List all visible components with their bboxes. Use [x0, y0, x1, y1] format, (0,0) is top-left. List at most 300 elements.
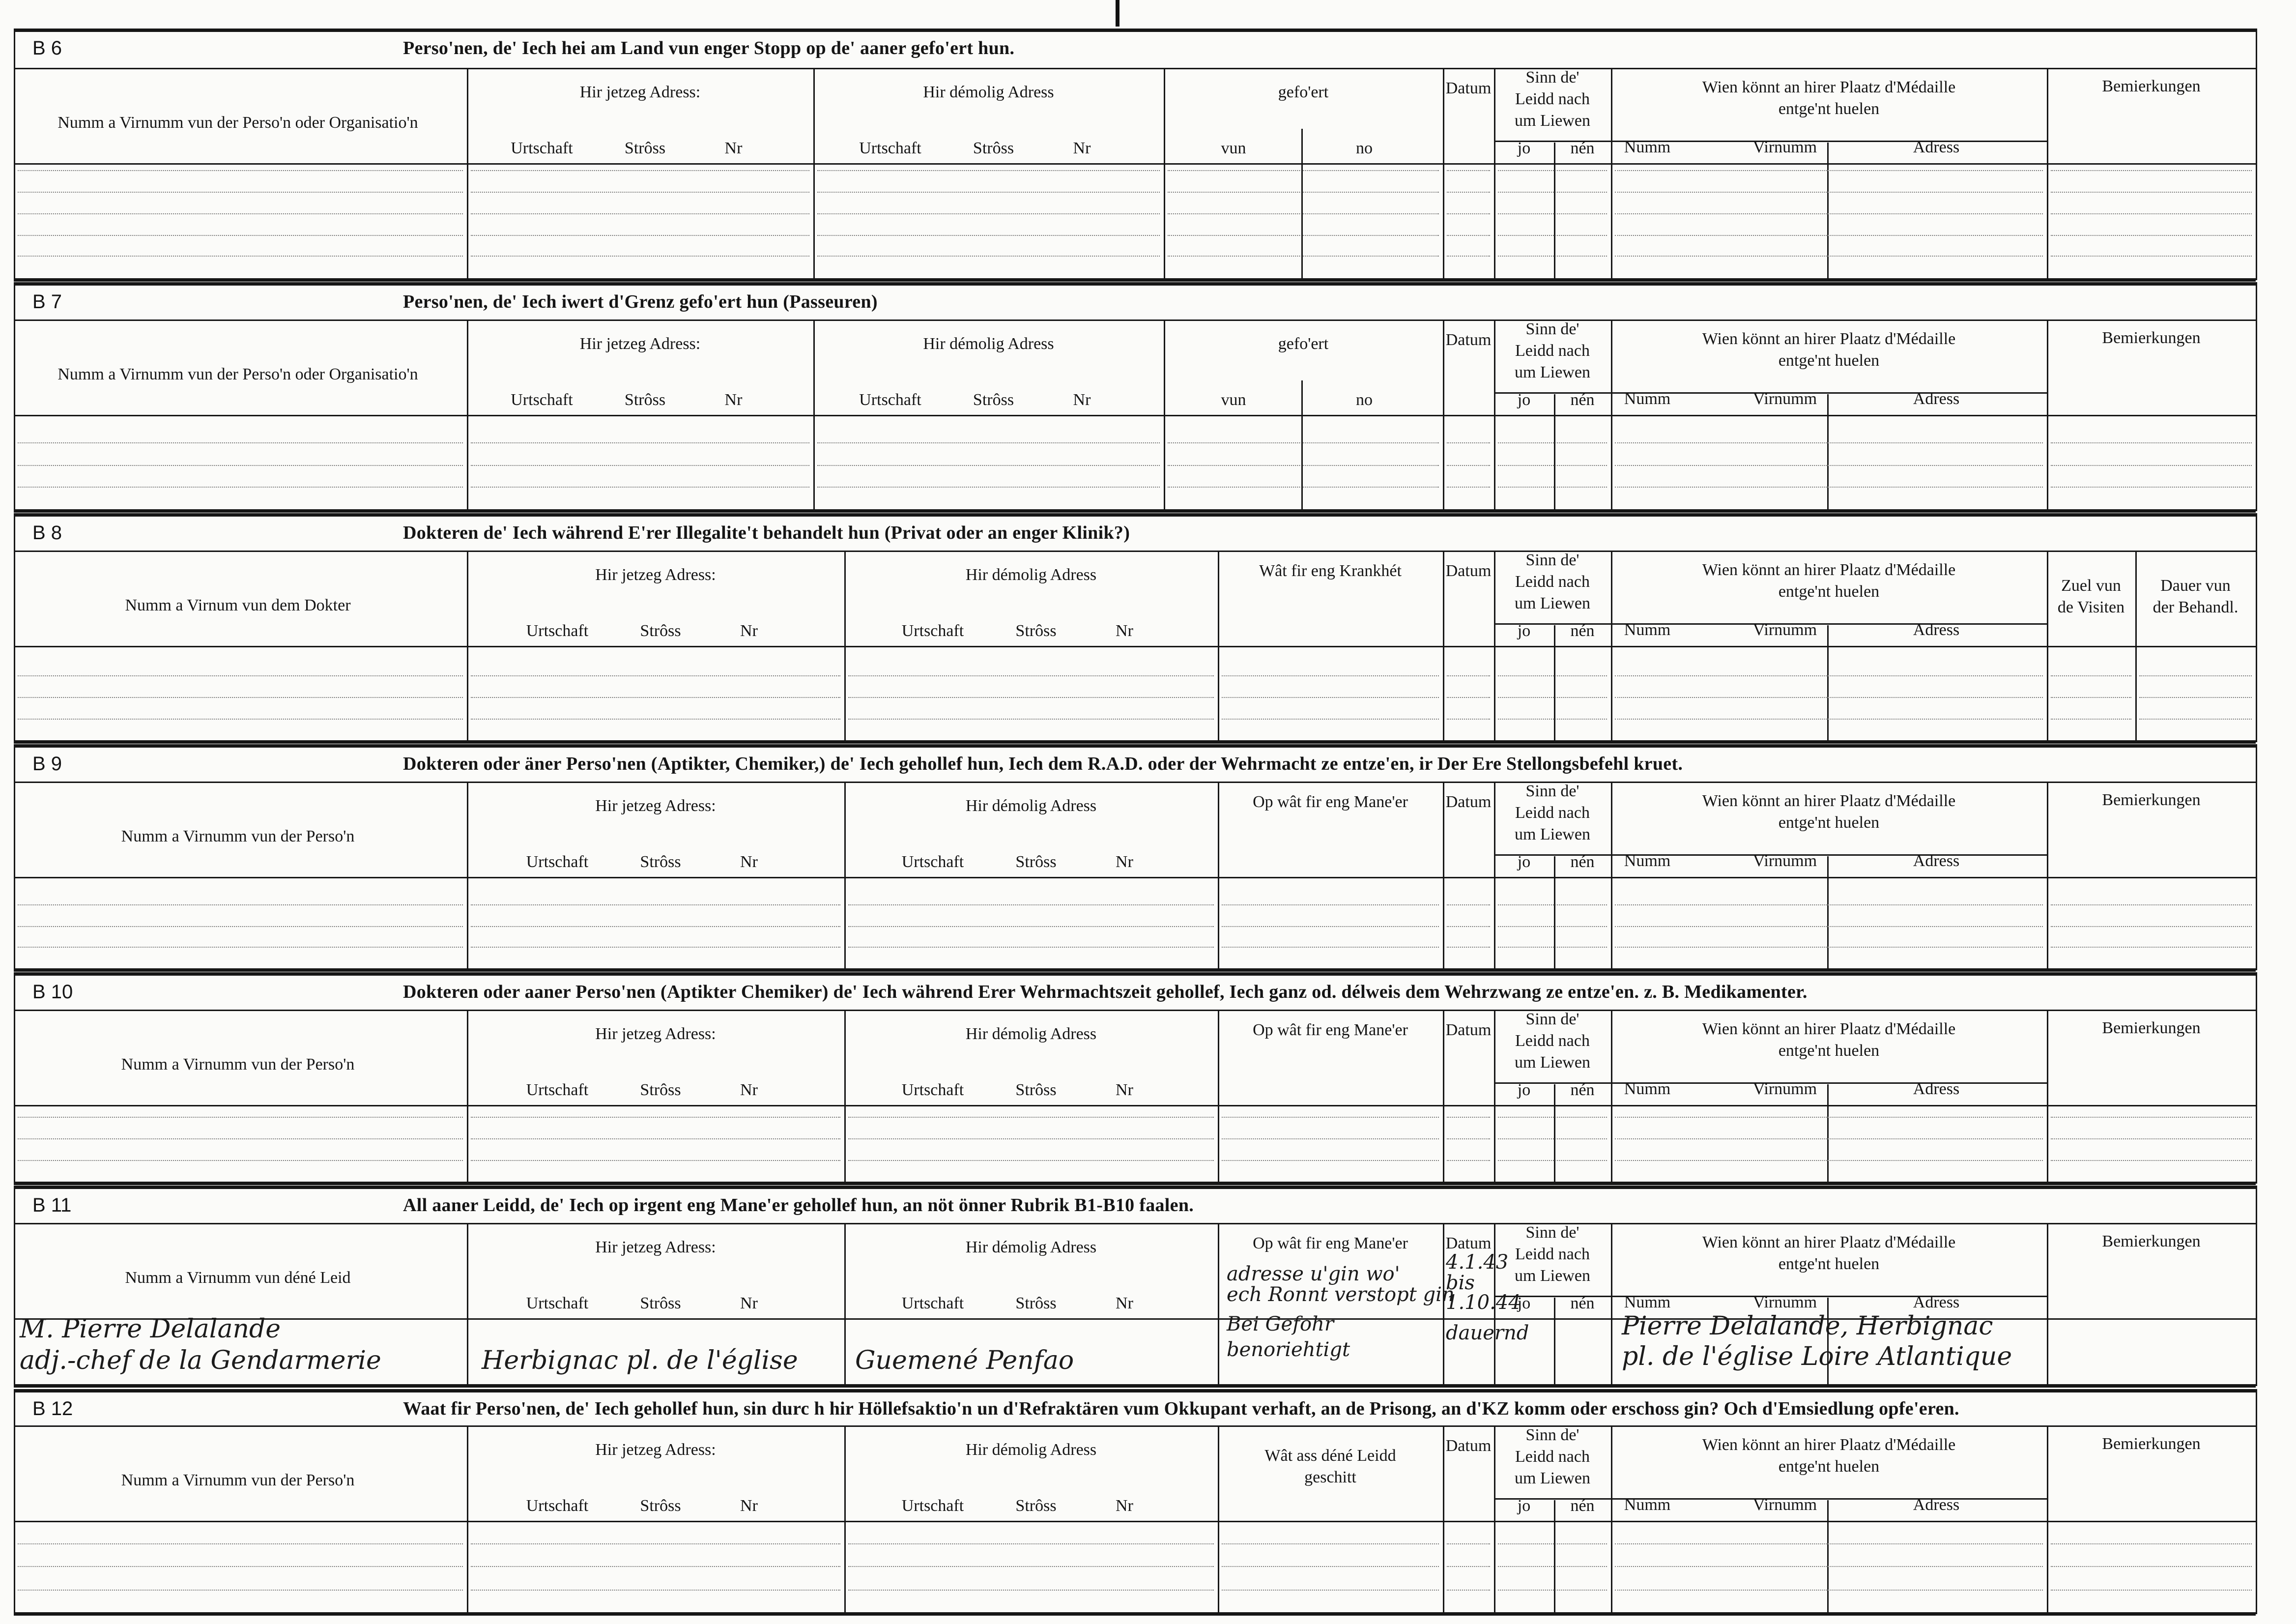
street-subheader: Strôss — [640, 1081, 681, 1099]
dotted-writing-line — [471, 697, 840, 698]
medaille-subheader-rule — [1611, 854, 2047, 856]
handwritten-current-address: Herbignac pl. de l'église — [482, 1346, 798, 1375]
dotted-writing-line — [1222, 697, 1439, 698]
top-margin-mark — [1116, 0, 1119, 27]
column-divider — [1494, 68, 1495, 278]
column-divider — [1443, 782, 1444, 968]
current-address-header: Hir jetzeg Adress: — [579, 83, 701, 101]
alive-header-line3: um Liewen — [1515, 594, 1590, 612]
column-divider — [1611, 1223, 1612, 1384]
first-name-subheader: Virnumm — [1752, 1293, 1817, 1311]
dotted-writing-line — [2051, 1160, 2252, 1161]
medaille-subheader-rule — [1611, 1082, 2047, 1084]
manner-header: Op wât fir eng Mane'er — [1253, 1021, 1408, 1039]
dotted-writing-line — [1498, 904, 1607, 905]
column-divider — [2047, 319, 2048, 509]
current-address-header: Hir jetzeg Adress: — [595, 1025, 716, 1043]
column-divider — [1443, 1010, 1444, 1182]
address-subheader: Adress — [1913, 852, 1960, 870]
section-code: B 10 — [32, 981, 73, 1003]
left-border — [14, 744, 15, 970]
dotted-writing-line — [18, 170, 463, 171]
dotted-writing-line — [18, 1566, 463, 1567]
medaille-subheader-rule — [1611, 623, 2047, 625]
to-subheader: no — [1356, 139, 1373, 157]
remarks-header: Bemierkungen — [2102, 791, 2201, 809]
former-address-header: Hir démolig Adress — [965, 1238, 1097, 1256]
date-header: Datum — [1445, 1437, 1492, 1455]
dotted-writing-line — [1168, 213, 1439, 214]
date-header: Datum — [1445, 79, 1492, 97]
dotted-writing-line — [817, 465, 1160, 466]
former-address-header: Hir démolig Adress — [965, 566, 1097, 584]
address-subheader: Adress — [1913, 390, 1960, 408]
person-name-column-header: Numm a Virnumm vun der Perso'n oder Organisatio'n — [57, 114, 418, 132]
dotted-writing-line — [471, 1138, 840, 1139]
dotted-writing-line — [2139, 675, 2252, 676]
treatment-duration-header-line2: der Behandl. — [2152, 598, 2239, 616]
right-border — [2256, 513, 2257, 742]
dotted-writing-line — [1498, 1543, 1607, 1544]
dotted-writing-line — [1447, 947, 1490, 948]
dotted-writing-line — [817, 487, 1160, 488]
dotted-writing-line — [1615, 192, 2043, 193]
section-3-bottom-rule — [14, 740, 2256, 744]
dotted-writing-line — [471, 192, 809, 193]
dotted-writing-line — [1447, 1117, 1490, 1118]
remarks-header: Bemierkungen — [2102, 1019, 2201, 1037]
current-address-header: Hir jetzeg Adress: — [595, 1238, 716, 1256]
dotted-writing-line — [1168, 192, 1439, 193]
dotted-writing-line — [2051, 947, 2252, 948]
column-divider — [844, 1010, 846, 1182]
dotted-writing-line — [1615, 1543, 2043, 1544]
dotted-writing-line — [1615, 256, 2043, 257]
dotted-writing-line — [18, 442, 463, 443]
dotted-writing-line — [18, 1117, 463, 1118]
handwritten-manner-note-line1: adresse u'gin wo' — [1227, 1263, 1400, 1285]
date-header: Datum — [1445, 793, 1492, 811]
left-border — [14, 282, 15, 511]
dotted-writing-line — [1168, 235, 1439, 236]
dotted-writing-line — [2051, 1566, 2252, 1567]
dotted-writing-line — [18, 675, 463, 676]
dotted-writing-line — [1498, 1160, 1607, 1161]
column-divider — [1218, 1223, 1219, 1384]
dotted-writing-line — [1447, 697, 1490, 698]
section-title: Dokteren oder aaner Perso'nen (Aptikter Chemiker) de' Iech während Erer Wehrmachtszeit gehollef, Iech ganz od. délweis dem Wehrzwang ze entze'en. z. B. Medikamenter. — [403, 982, 1808, 1002]
dotted-writing-line — [1498, 170, 1607, 171]
section-3-top-rule — [14, 513, 2256, 517]
surname-subheader: Numm — [1624, 138, 1671, 156]
former-address-header: Hir démolig Adress — [965, 797, 1097, 815]
number-subheader: Nr — [724, 139, 743, 157]
column-divider — [1611, 68, 1612, 278]
alive-header-line2: Leidd nach — [1515, 804, 1590, 822]
column-divider — [1218, 782, 1219, 968]
remarks-header: Bemierkungen — [2102, 1232, 2201, 1250]
first-name-subheader: Virnumm — [1752, 138, 1817, 156]
number-subheader: Nr — [1116, 1081, 1133, 1099]
street-subheader: Strôss — [640, 1294, 681, 1312]
dotted-writing-line — [18, 947, 463, 948]
column-divider — [844, 782, 846, 968]
treatment-duration-header-line1: Dauer vun — [2160, 577, 2231, 595]
dotted-writing-line — [1498, 675, 1607, 676]
dotted-writing-line — [848, 926, 1214, 927]
street-subheader: Strôss — [973, 139, 1014, 157]
number-subheader: Nr — [740, 1497, 758, 1515]
virnumm-adress-divider — [1827, 1084, 1829, 1182]
column-divider — [467, 1425, 468, 1612]
dotted-writing-line — [817, 192, 1160, 193]
dotted-writing-line — [1615, 1138, 2043, 1139]
manner-header: Op wât fir eng Mane'er — [1253, 793, 1408, 811]
column-divider — [1494, 551, 1495, 740]
medal-recipient-header-line1: Wien könnt an hirer Plaatz d'Médaille — [1702, 330, 1956, 348]
section-title: Dokteren oder äner Perso'nen (Aptikter, Chemiker,) de' Iech gehollef hun, Iech dem R.A.D. oder der Wehrmacht ze entze'en, ir Der Ere Stellongsbefehl kruet. — [403, 754, 1683, 774]
handwritten-date-bis: bis — [1446, 1272, 1475, 1294]
dotted-writing-line — [1615, 719, 2043, 720]
to-subheader: no — [1356, 391, 1373, 409]
illness-header: Wât fir eng Krankhét — [1259, 562, 1402, 580]
alive-header-line3: um Liewen — [1515, 1053, 1590, 1072]
dotted-writing-line — [1222, 675, 1439, 676]
handwritten-date-to: 1.10.44 — [1446, 1291, 1521, 1314]
section-7-bottom-rule — [14, 1612, 2256, 1616]
dotted-writing-line — [1222, 1566, 1439, 1567]
column-divider — [467, 551, 468, 740]
dotted-writing-line — [2051, 697, 2131, 698]
dotted-writing-line — [471, 719, 840, 720]
fate-header-line1: Wât ass déné Leidd — [1264, 1447, 1396, 1465]
left-border — [14, 29, 15, 280]
column-divider — [1611, 1010, 1612, 1182]
dotted-writing-line — [848, 1117, 1214, 1118]
dotted-writing-line — [1222, 1117, 1439, 1118]
dotted-writing-line — [471, 1543, 840, 1544]
right-border — [2256, 29, 2257, 280]
dotted-writing-line — [1498, 1138, 1607, 1139]
column-divider — [1611, 319, 1612, 509]
dotted-writing-line — [1447, 235, 1490, 236]
dotted-writing-line — [1447, 1590, 1490, 1591]
section-2-bottom-rule — [14, 509, 2256, 513]
dotted-writing-line — [1447, 675, 1490, 676]
section-title: All aaner Leidd, de' Iech op irgent eng Mane'er gehollef hun, an nöt önner Rubrik B1-B10 faalen. — [403, 1195, 1194, 1216]
alive-header-line3: um Liewen — [1515, 1267, 1590, 1285]
virnumm-adress-divider — [1827, 856, 1829, 968]
column-divider — [2047, 551, 2048, 740]
dotted-writing-line — [1447, 1138, 1490, 1139]
column-divider — [1494, 1010, 1495, 1182]
date-header: Datum — [1445, 562, 1492, 580]
dotted-writing-line — [1222, 926, 1439, 927]
jo-nen-divider — [1554, 625, 1555, 740]
medaille-subheader-rule — [1611, 1296, 2047, 1297]
medal-recipient-header-line2: entge'nt huelen — [1778, 351, 1880, 370]
locality-subheader: Urtschaft — [901, 1497, 964, 1515]
first-name-subheader: Virnumm — [1752, 1080, 1817, 1098]
dotted-writing-line — [1615, 1160, 2043, 1161]
dotted-writing-line — [1615, 926, 2043, 927]
street-subheader: Strôss — [624, 391, 666, 409]
dotted-writing-line — [2051, 465, 2252, 466]
medal-recipient-header-line1: Wien könnt an hirer Plaatz d'Médaille — [1702, 78, 1956, 96]
medal-recipient-header-line2: entge'nt huelen — [1778, 813, 1880, 832]
address-subheader: Adress — [1913, 1496, 1960, 1514]
dotted-writing-line — [2051, 192, 2252, 193]
section-1-header-rule — [14, 68, 2256, 69]
dotted-writing-line — [848, 1543, 1214, 1544]
dotted-writing-line — [1498, 947, 1607, 948]
dotted-writing-line — [1615, 1566, 2043, 1567]
column-divider — [467, 1010, 468, 1182]
surname-subheader: Numm — [1624, 1080, 1671, 1098]
former-address-header: Hir démolig Adress — [965, 1025, 1097, 1043]
medal-recipient-header-line2: entge'nt huelen — [1778, 1457, 1880, 1476]
column-divider — [2047, 68, 2048, 278]
street-subheader: Strôss — [640, 1497, 681, 1515]
alive-header-line1: Sinn de' — [1525, 782, 1579, 800]
no-subheader: nén — [1570, 1497, 1595, 1515]
medal-recipient-header-line1: Wien könnt an hirer Plaatz d'Médaille — [1702, 1020, 1956, 1038]
dotted-writing-line — [817, 256, 1160, 257]
alive-header-line3: um Liewen — [1515, 1469, 1590, 1487]
person-name-column-header: Numm a Virnumm vun déné Leid — [125, 1269, 351, 1287]
dotted-writing-line — [1498, 213, 1607, 214]
section-title: Dokteren de' Iech während E'rer Illegalite't behandelt hun (Privat oder an enger Klinik?) — [403, 522, 1130, 543]
dotted-writing-line — [1222, 719, 1439, 720]
yes-subheader: jo — [1517, 622, 1531, 640]
handwritten-name-line1: M. Pierre Delalande — [20, 1314, 281, 1344]
no-subheader: nén — [1570, 139, 1595, 157]
dotted-writing-line — [1498, 465, 1607, 466]
dotted-writing-line — [1498, 192, 1607, 193]
dotted-writing-line — [1615, 487, 2043, 488]
dotted-writing-line — [471, 256, 809, 257]
column-divider — [467, 68, 468, 278]
person-name-column-header: Numm a Virnum vun dem Dokter — [125, 596, 351, 614]
dotted-writing-line — [18, 1160, 463, 1161]
dotted-writing-line — [1498, 1566, 1607, 1567]
column-divider — [844, 1425, 846, 1612]
medal-recipient-header-line2: entge'nt huelen — [1778, 1042, 1880, 1060]
street-subheader: Strôss — [640, 853, 681, 871]
right-border — [2256, 1186, 2257, 1386]
dotted-writing-line — [1615, 697, 2043, 698]
address-subheader: Adress — [1913, 621, 1960, 639]
virnumm-adress-divider — [1827, 1500, 1829, 1612]
jo-nen-divider — [1554, 1298, 1555, 1384]
locality-subheader: Urtschaft — [901, 1081, 964, 1099]
person-name-column-header: Numm a Virnumm vun der Perso'n — [121, 1055, 355, 1073]
yes-subheader: jo — [1517, 139, 1531, 157]
dotted-writing-line — [1168, 256, 1439, 257]
street-subheader: Strôss — [1015, 1497, 1057, 1515]
column-divider — [1494, 319, 1495, 509]
right-border — [2256, 282, 2257, 511]
dotted-writing-line — [848, 1590, 1214, 1591]
handwritten-manner-line1: Bei Gefohr — [1227, 1313, 1334, 1335]
dotted-writing-line — [18, 487, 463, 488]
alive-header-line2: Leidd nach — [1515, 573, 1590, 591]
section-title: Perso'nen, de' Iech iwert d'Grenz gefo'ert hun (Passeuren) — [403, 291, 878, 312]
section-7-top-rule — [14, 1389, 2256, 1392]
locality-subheader: Urtschaft — [526, 853, 589, 871]
dotted-writing-line — [848, 697, 1214, 698]
dotted-writing-line — [1615, 675, 2043, 676]
alive-header-line3: um Liewen — [1515, 363, 1590, 381]
dotted-writing-line — [18, 1543, 463, 1544]
dotted-writing-line — [1222, 1590, 1439, 1591]
number-subheader: Nr — [740, 853, 758, 871]
dotted-writing-line — [18, 719, 463, 720]
yes-subheader: jo — [1517, 1497, 1531, 1515]
dotted-writing-line — [471, 1566, 840, 1567]
dotted-writing-line — [1447, 442, 1490, 443]
dotted-writing-line — [1447, 719, 1490, 720]
remarks-header: Bemierkungen — [2102, 329, 2201, 347]
locality-subheader: Urtschaft — [901, 853, 964, 871]
remarks-header: Bemierkungen — [2102, 1435, 2201, 1453]
dotted-writing-line — [2051, 904, 2252, 905]
dotted-writing-line — [1498, 487, 1607, 488]
date-header: Datum — [1445, 1021, 1492, 1039]
street-subheader: Strôss — [624, 139, 666, 157]
dotted-writing-line — [1615, 213, 2043, 214]
dotted-writing-line — [1615, 947, 2043, 948]
handwritten-medal-recipient-line2: pl. de l'église Loire Atlantique — [1622, 1342, 2012, 1371]
dotted-writing-line — [1615, 170, 2043, 171]
section-5-header-rule — [14, 1010, 2256, 1011]
dotted-writing-line — [1498, 1117, 1607, 1118]
column-divider — [1611, 551, 1612, 740]
medal-recipient-header-line1: Wien könnt an hirer Plaatz d'Médaille — [1702, 1436, 1956, 1454]
section-1-body-rule — [14, 163, 2256, 165]
number-subheader: Nr — [1116, 1294, 1133, 1312]
visits-count-header-line2: de Visiten — [2057, 598, 2125, 616]
dotted-writing-line — [2051, 675, 2131, 676]
dotted-writing-line — [1615, 1117, 2043, 1118]
number-subheader: Nr — [740, 622, 758, 640]
column-divider — [1443, 1425, 1444, 1612]
surname-subheader: Numm — [1624, 1293, 1671, 1311]
jo-nen-divider — [1554, 1084, 1555, 1182]
dotted-writing-line — [848, 675, 1214, 676]
alive-header-line3: um Liewen — [1515, 112, 1590, 130]
section-5-bottom-rule — [14, 1182, 2256, 1185]
section-title: Waat fir Perso'nen, de' Iech gehollef hun, sin durc h hir Höllefsaktio'n un d'Refraktären vum Okkupant verhaft, an de Prisong, an d'KZ komm oder erschoss gin? Och d'Emsiedlung opfe'eren. — [403, 1398, 1959, 1419]
left-border — [14, 513, 15, 742]
locality-subheader: Urtschaft — [526, 1081, 589, 1099]
vun-no-divider — [1301, 380, 1303, 509]
left-border — [14, 1389, 15, 1614]
medal-recipient-header-line2: entge'nt huelen — [1778, 582, 1880, 601]
column-divider — [1494, 1425, 1495, 1612]
section-title: Perso'nen, de' Iech hei am Land vun enger Stopp op de' aaner gefo'ert hun. — [403, 38, 1015, 58]
dotted-writing-line — [1222, 1138, 1439, 1139]
dotted-writing-line — [2051, 926, 2252, 927]
section-code: B 6 — [32, 37, 62, 59]
locality-subheader: Urtschaft — [859, 139, 921, 157]
number-subheader: Nr — [1116, 622, 1133, 640]
column-divider — [2047, 782, 2048, 968]
column-divider — [2047, 1223, 2048, 1384]
handwritten-name-line2: adj.-chef de la Gendarmerie — [20, 1346, 381, 1375]
dotted-writing-line — [2139, 697, 2252, 698]
column-divider — [467, 1223, 468, 1384]
locality-subheader: Urtschaft — [511, 391, 573, 409]
locality-subheader: Urtschaft — [901, 1294, 964, 1312]
dotted-writing-line — [18, 256, 463, 257]
alive-header-line1: Sinn de' — [1525, 551, 1579, 569]
right-border — [2256, 1389, 2257, 1614]
dotted-writing-line — [18, 192, 463, 193]
number-subheader: Nr — [1116, 1497, 1133, 1515]
street-subheader: Strôss — [640, 622, 681, 640]
surname-subheader: Numm — [1624, 621, 1671, 639]
former-address-header: Hir démolig Adress — [965, 1441, 1097, 1459]
dotted-writing-line — [471, 170, 809, 171]
alive-header-line2: Leidd nach — [1515, 1245, 1590, 1263]
column-divider — [1494, 782, 1495, 968]
address-subheader: Adress — [1913, 138, 1960, 156]
column-divider — [1218, 1010, 1219, 1182]
dotted-writing-line — [1498, 926, 1607, 927]
former-address-header: Hir démolig Adress — [923, 335, 1054, 353]
dotted-writing-line — [1447, 465, 1490, 466]
section-5-top-rule — [14, 972, 2256, 976]
locality-subheader: Urtschaft — [526, 622, 589, 640]
dotted-writing-line — [2051, 256, 2252, 257]
alive-header-line1: Sinn de' — [1525, 1010, 1579, 1028]
dotted-writing-line — [848, 904, 1214, 905]
first-name-subheader: Virnumm — [1752, 390, 1817, 408]
locality-subheader: Urtschaft — [511, 139, 573, 157]
medal-recipient-header-line1: Wien könnt an hirer Plaatz d'Médaille — [1702, 792, 1956, 810]
medal-recipient-header-line1: Wien könnt an hirer Plaatz d'Médaille — [1702, 1233, 1956, 1251]
dotted-writing-line — [18, 1138, 463, 1139]
dotted-writing-line — [18, 465, 463, 466]
dotted-writing-line — [2139, 719, 2252, 720]
section-2-top-rule — [14, 282, 2256, 286]
dotted-writing-line — [1222, 1160, 1439, 1161]
no-subheader: nén — [1570, 1294, 1595, 1312]
alive-header-line2: Leidd nach — [1515, 342, 1590, 360]
dotted-writing-line — [1447, 1543, 1490, 1544]
person-name-column-header: Numm a Virnumm vun der Perso'n — [121, 827, 355, 845]
dotted-writing-line — [848, 719, 1214, 720]
date-header: Datum — [1445, 1234, 1492, 1252]
dotted-writing-line — [1498, 719, 1607, 720]
person-name-column-header: Numm a Virnumm vun der Perso'n oder Organisatio'n — [57, 365, 418, 383]
handwritten-medal-recipient-line1: Pierre Delalande, Herbignac — [1622, 1311, 1993, 1341]
column-divider — [1164, 319, 1165, 509]
dotted-writing-line — [1615, 1590, 2043, 1591]
jo-nen-divider — [1554, 1500, 1555, 1612]
dotted-writing-line — [2051, 1590, 2252, 1591]
person-name-column-header: Numm a Virnumm vun der Perso'n — [121, 1471, 355, 1489]
alive-header-line1: Sinn de' — [1525, 1426, 1579, 1444]
dotted-writing-line — [471, 235, 809, 236]
dotted-writing-line — [2051, 487, 2252, 488]
dotted-writing-line — [471, 904, 840, 905]
dotted-writing-line — [1447, 192, 1490, 193]
alive-header-line1: Sinn de' — [1525, 68, 1579, 87]
column-divider — [467, 319, 468, 509]
locality-subheader: Urtschaft — [859, 391, 921, 409]
